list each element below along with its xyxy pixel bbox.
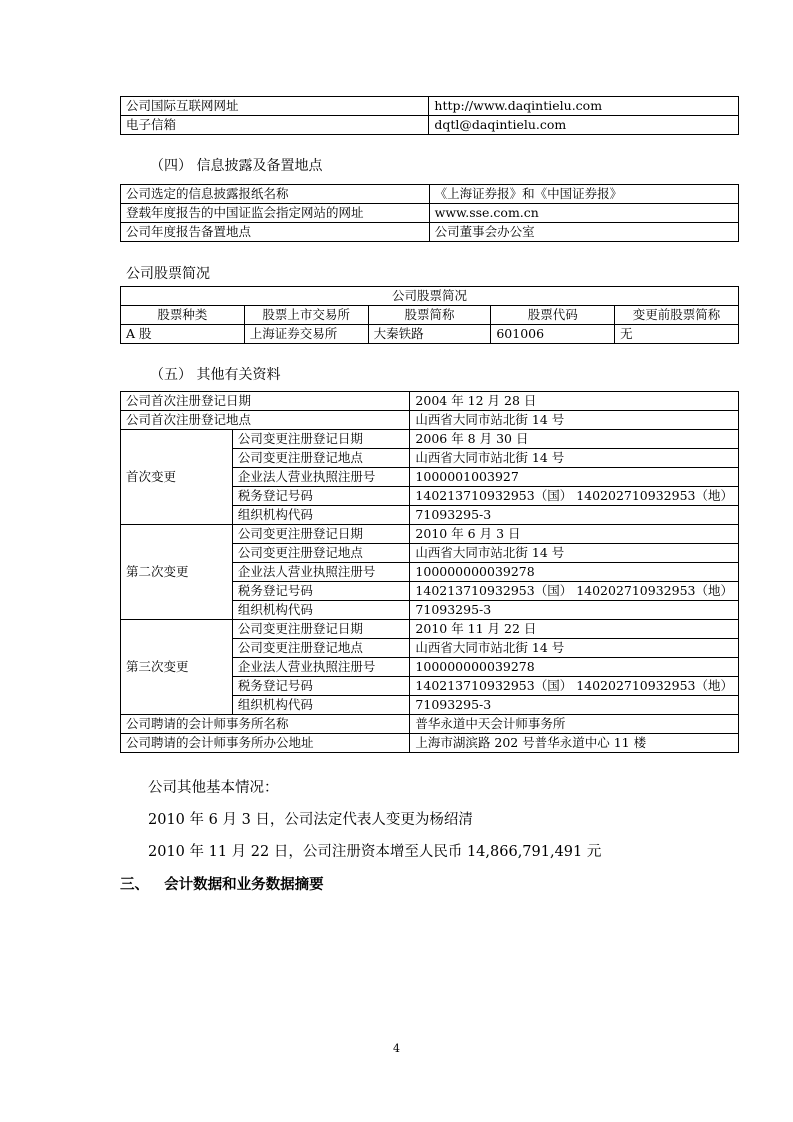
accountant-addr-label: 公司聘请的会计师事务所办公地址 [121, 734, 410, 753]
change-name: 第三次变更 [121, 620, 233, 715]
section4-heading: （四） 信息披露及备置地点 [150, 158, 323, 174]
disclosure-label: 公司年度报告备置地点 [121, 223, 430, 242]
change-label: 税务登记号码 [232, 582, 410, 601]
change-value: 71093295-3 [410, 601, 739, 620]
table-row [121, 430, 739, 449]
section5-heading: （五） 其他有关资料 [150, 367, 281, 383]
accountant-addr: 上海市湖滨路 202 号普华永道中心 11 楼 [410, 734, 739, 753]
section3-heading: 三、 会计数据和业务数据摘要 [120, 876, 324, 893]
change-label: 组织机构代码 [232, 696, 410, 715]
column-header: 股票种类 [121, 306, 245, 325]
stock-table [120, 286, 739, 344]
disclosure-value: 《上海证券报》和《中国证券报》 [429, 185, 738, 204]
change-label: 公司变更注册登记日期 [232, 430, 410, 449]
change-value: 1000001003927 [410, 468, 739, 487]
stock-short-name: 大秦铁路 [368, 325, 491, 344]
change-value: 71093295-3 [410, 506, 739, 525]
table-row [121, 715, 739, 734]
change-label: 公司变更注册登记地点 [232, 544, 410, 563]
change-label: 公司变更注册登记日期 [232, 525, 410, 544]
stock-prev-name: 无 [615, 325, 739, 344]
accountant-name-label: 公司聘请的会计师事务所名称 [121, 715, 410, 734]
change-label: 公司变更注册登记日期 [232, 620, 410, 639]
accountant-name: 普华永道中天会计师事务所 [410, 715, 739, 734]
change-value: 71093295-3 [410, 696, 739, 715]
web-label: 公司国际互联网网址 [121, 97, 429, 116]
change-label: 税务登记号码 [232, 487, 410, 506]
change-label: 组织机构代码 [232, 601, 410, 620]
column-header: 股票代码 [491, 306, 615, 325]
change-label: 组织机构代码 [232, 506, 410, 525]
disclosure-table [120, 184, 739, 242]
change-label: 公司变更注册登记地点 [232, 449, 410, 468]
first-reg-date: 2004 年 12 月 28 日 [410, 392, 739, 411]
change-value: 山西省大同市站北街 14 号 [410, 449, 739, 468]
table-row [121, 223, 739, 242]
column-header: 股票简称 [368, 306, 491, 325]
stock-code: 601006 [491, 325, 615, 344]
change-name: 首次变更 [121, 430, 233, 525]
change-value: 100000000039278 [410, 658, 739, 677]
table-row [121, 287, 739, 306]
disclosure-value: www.sse.com.cn [429, 204, 738, 223]
change-value: 2006 年 8 月 30 日 [410, 430, 739, 449]
other-info-line: 2010 年 11 月 22 日，公司注册资本增至人民币 14,866,791,491 元 [148, 844, 602, 860]
change-name: 第二次变更 [121, 525, 233, 620]
table-row [121, 734, 739, 753]
change-label: 税务登记号码 [232, 677, 410, 696]
table-row [121, 525, 739, 544]
column-header: 变更前股票简称 [615, 306, 739, 325]
disclosure-label: 公司选定的信息披露报纸名称 [121, 185, 430, 204]
change-value: 100000000039278 [410, 563, 739, 582]
change-label: 公司变更注册登记地点 [232, 639, 410, 658]
change-value: 140213710932953（国） 140202710932953（地） [410, 487, 739, 506]
disclosure-value: 公司董事会办公室 [429, 223, 738, 242]
table-row [121, 392, 739, 411]
table-row [121, 97, 739, 116]
other-info-heading: 公司其他基本情况： [148, 780, 279, 796]
web-value: http://www.daqintielu.com [429, 97, 739, 116]
table-row [121, 620, 739, 639]
first-reg-place-label: 公司首次注册登记地点 [121, 411, 410, 430]
table-header-row [121, 306, 739, 325]
page-number: 4 [393, 1042, 400, 1055]
table-row [121, 116, 739, 135]
first-reg-place: 山西省大同市站北街 14 号 [410, 411, 739, 430]
change-value: 2010 年 11 月 22 日 [410, 620, 739, 639]
table-row [121, 185, 739, 204]
email-label: 电子信箱 [121, 116, 429, 135]
change-value: 山西省大同市站北街 14 号 [410, 544, 739, 563]
disclosure-label: 登载年度报告的中国证监会指定网站的网址 [121, 204, 430, 223]
stock-exchange: 上海证券交易所 [244, 325, 368, 344]
other-info-line: 2010 年 6 月 3 日，公司法定代表人变更为杨绍清 [148, 812, 473, 828]
stock-heading: 公司股票简况 [126, 266, 210, 282]
change-label: 企业法人营业执照注册号 [232, 468, 410, 487]
table-row [121, 411, 739, 430]
table-row [121, 204, 739, 223]
change-label: 企业法人营业执照注册号 [232, 563, 410, 582]
change-value: 140213710932953（国） 140202710932953（地） [410, 677, 739, 696]
change-value: 山西省大同市站北街 14 号 [410, 639, 739, 658]
column-header: 股票上市交易所 [244, 306, 368, 325]
first-reg-date-label: 公司首次注册登记日期 [121, 392, 410, 411]
web-info-table [120, 96, 739, 135]
table-row [121, 325, 739, 344]
registration-table [120, 391, 739, 753]
change-value: 2010 年 6 月 3 日 [410, 525, 739, 544]
change-label: 企业法人营业执照注册号 [232, 658, 410, 677]
email-value: dqtl@daqintielu.com [429, 116, 739, 135]
change-value: 140213710932953（国） 140202710932953（地） [410, 582, 739, 601]
stock-table-title: 公司股票简况 [121, 287, 739, 306]
stock-type: A 股 [121, 325, 245, 344]
